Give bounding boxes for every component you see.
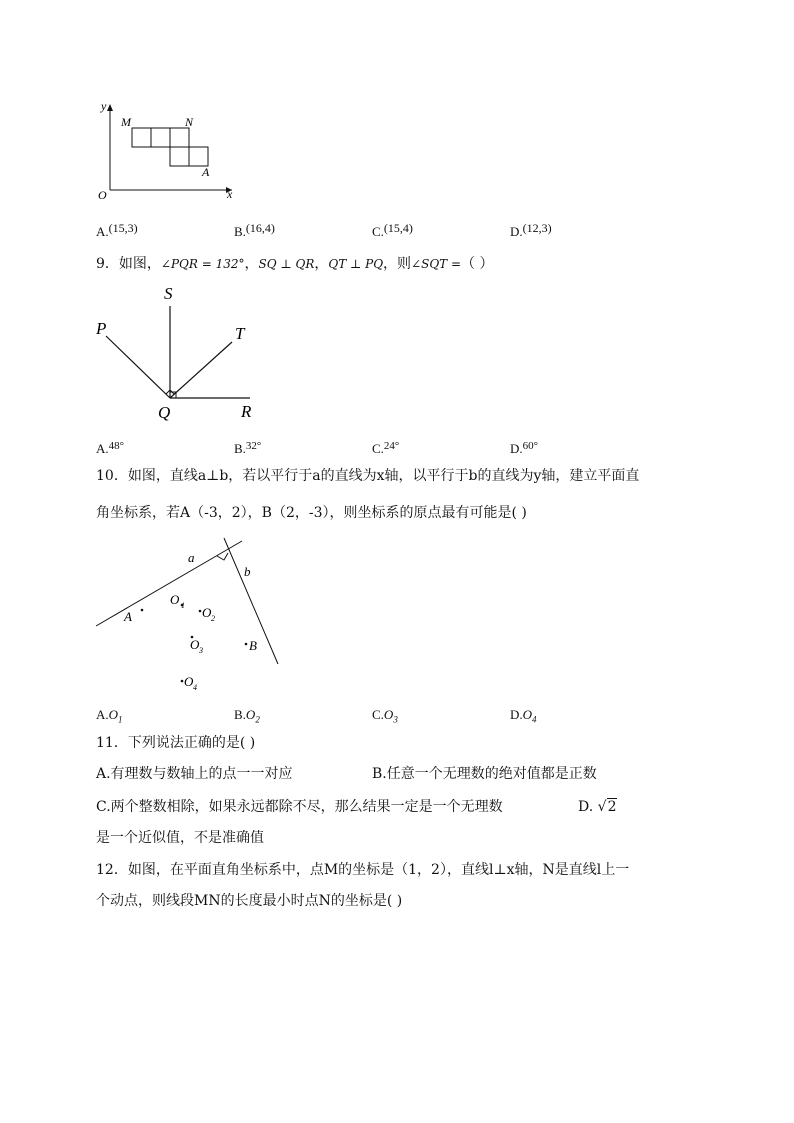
q12-stem-line2: 个动点，则线段MN的长度最小时点N的坐标是( ) [96, 893, 403, 909]
q11-option-d-continuation: 是一个近似值，不是准确值 [96, 830, 264, 846]
q11-option-c[interactable]: C.两个整数相除，如果永远都除不尽，那么结果一定是一个无理数 [96, 799, 503, 815]
q9-label-q: Q [158, 403, 171, 422]
q10-option-c[interactable]: $C.O_3$ [372, 707, 398, 725]
q10-option-a[interactable]: $A.O_1$ [96, 707, 123, 725]
q8-option-a[interactable]: A.(15,3) [96, 221, 138, 239]
q10-label-o4-sub: 4 [193, 683, 197, 692]
q10-label-point-b: B [249, 638, 257, 653]
q8-label-x: x [227, 187, 233, 201]
q8-option-c[interactable]: C.(15,4) [372, 221, 413, 239]
q9-label-p: P [96, 319, 107, 338]
q8-label-n: N [185, 115, 194, 129]
q10-label-o1: O [170, 592, 180, 607]
sqrt-symbol: √2 [597, 799, 617, 815]
q8-option-d[interactable]: D.(12,3) [510, 221, 552, 239]
q11-stem: 11．下列说法正确的是( ) [96, 735, 256, 751]
q8-label-m: M [121, 115, 131, 129]
q9-label-r: R [241, 402, 252, 421]
q11-option-d[interactable]: D. √2 [578, 799, 617, 815]
q8-label-a: A [202, 165, 210, 179]
q9-option-d[interactable]: D.$^{60^\circ}$ [510, 440, 539, 456]
q10-option-d[interactable]: $D.O_4$ [510, 707, 537, 725]
q10-option-b[interactable]: $B.O_2$ [234, 707, 260, 725]
q9-label-s: S [164, 284, 173, 303]
q8-option-b[interactable]: B.(16,4) [234, 221, 275, 239]
q9-label-t: T [235, 324, 245, 343]
q10-label-point-a: A [124, 609, 132, 624]
q11-option-b[interactable]: B.任意一个无理数的绝对值都是正数 [372, 766, 597, 782]
q10-label-o4: O [184, 674, 194, 689]
q9-option-c[interactable]: C.$^{24^\circ}$ [372, 440, 400, 456]
q9-stem: 9．如图，∠PQR = 132°，SQ ⊥ QR，QT ⊥ PQ，则∠SQT =（ ） [96, 256, 494, 272]
q9-angle-figure [92, 282, 272, 422]
q10-label-o2: O [202, 605, 212, 620]
q10-stem-line1: 10．如图，直线a⊥b，若以平行于a的直线为x轴，以平行于b的直线为y轴，建立平面直 [96, 468, 640, 484]
q8-grid-figure [92, 96, 242, 204]
q11-option-a[interactable]: A.有理数与数轴上的点一一对应 [96, 766, 293, 782]
q8-label-y: y [101, 99, 107, 113]
q12-stem-line1: 12．如图，在平面直角坐标系中，点M的坐标是（1，2），直线l⊥x轴，N是直线l上一 [96, 862, 630, 878]
q10-perpendicular-figure [92, 536, 292, 696]
q9-option-a[interactable]: A.$^{48^\circ}$ [96, 440, 125, 456]
q10-label-o3-sub: 3 [199, 646, 203, 655]
q10-label-o1-sub: 1 [181, 601, 185, 610]
q10-label-o2-sub: 2 [211, 614, 215, 623]
q10-stem-line2: 角坐标系，若A（-3，2），B（2，-3），则坐标系的原点最有可能是( ) [96, 505, 527, 521]
q10-label-o3: O [190, 637, 200, 652]
q10-label-line-b: b [244, 564, 251, 579]
q10-label-line-a: a [188, 550, 195, 565]
q8-label-o: O [98, 188, 107, 202]
q9-option-b[interactable]: B.$^{32^\circ}$ [234, 440, 262, 456]
